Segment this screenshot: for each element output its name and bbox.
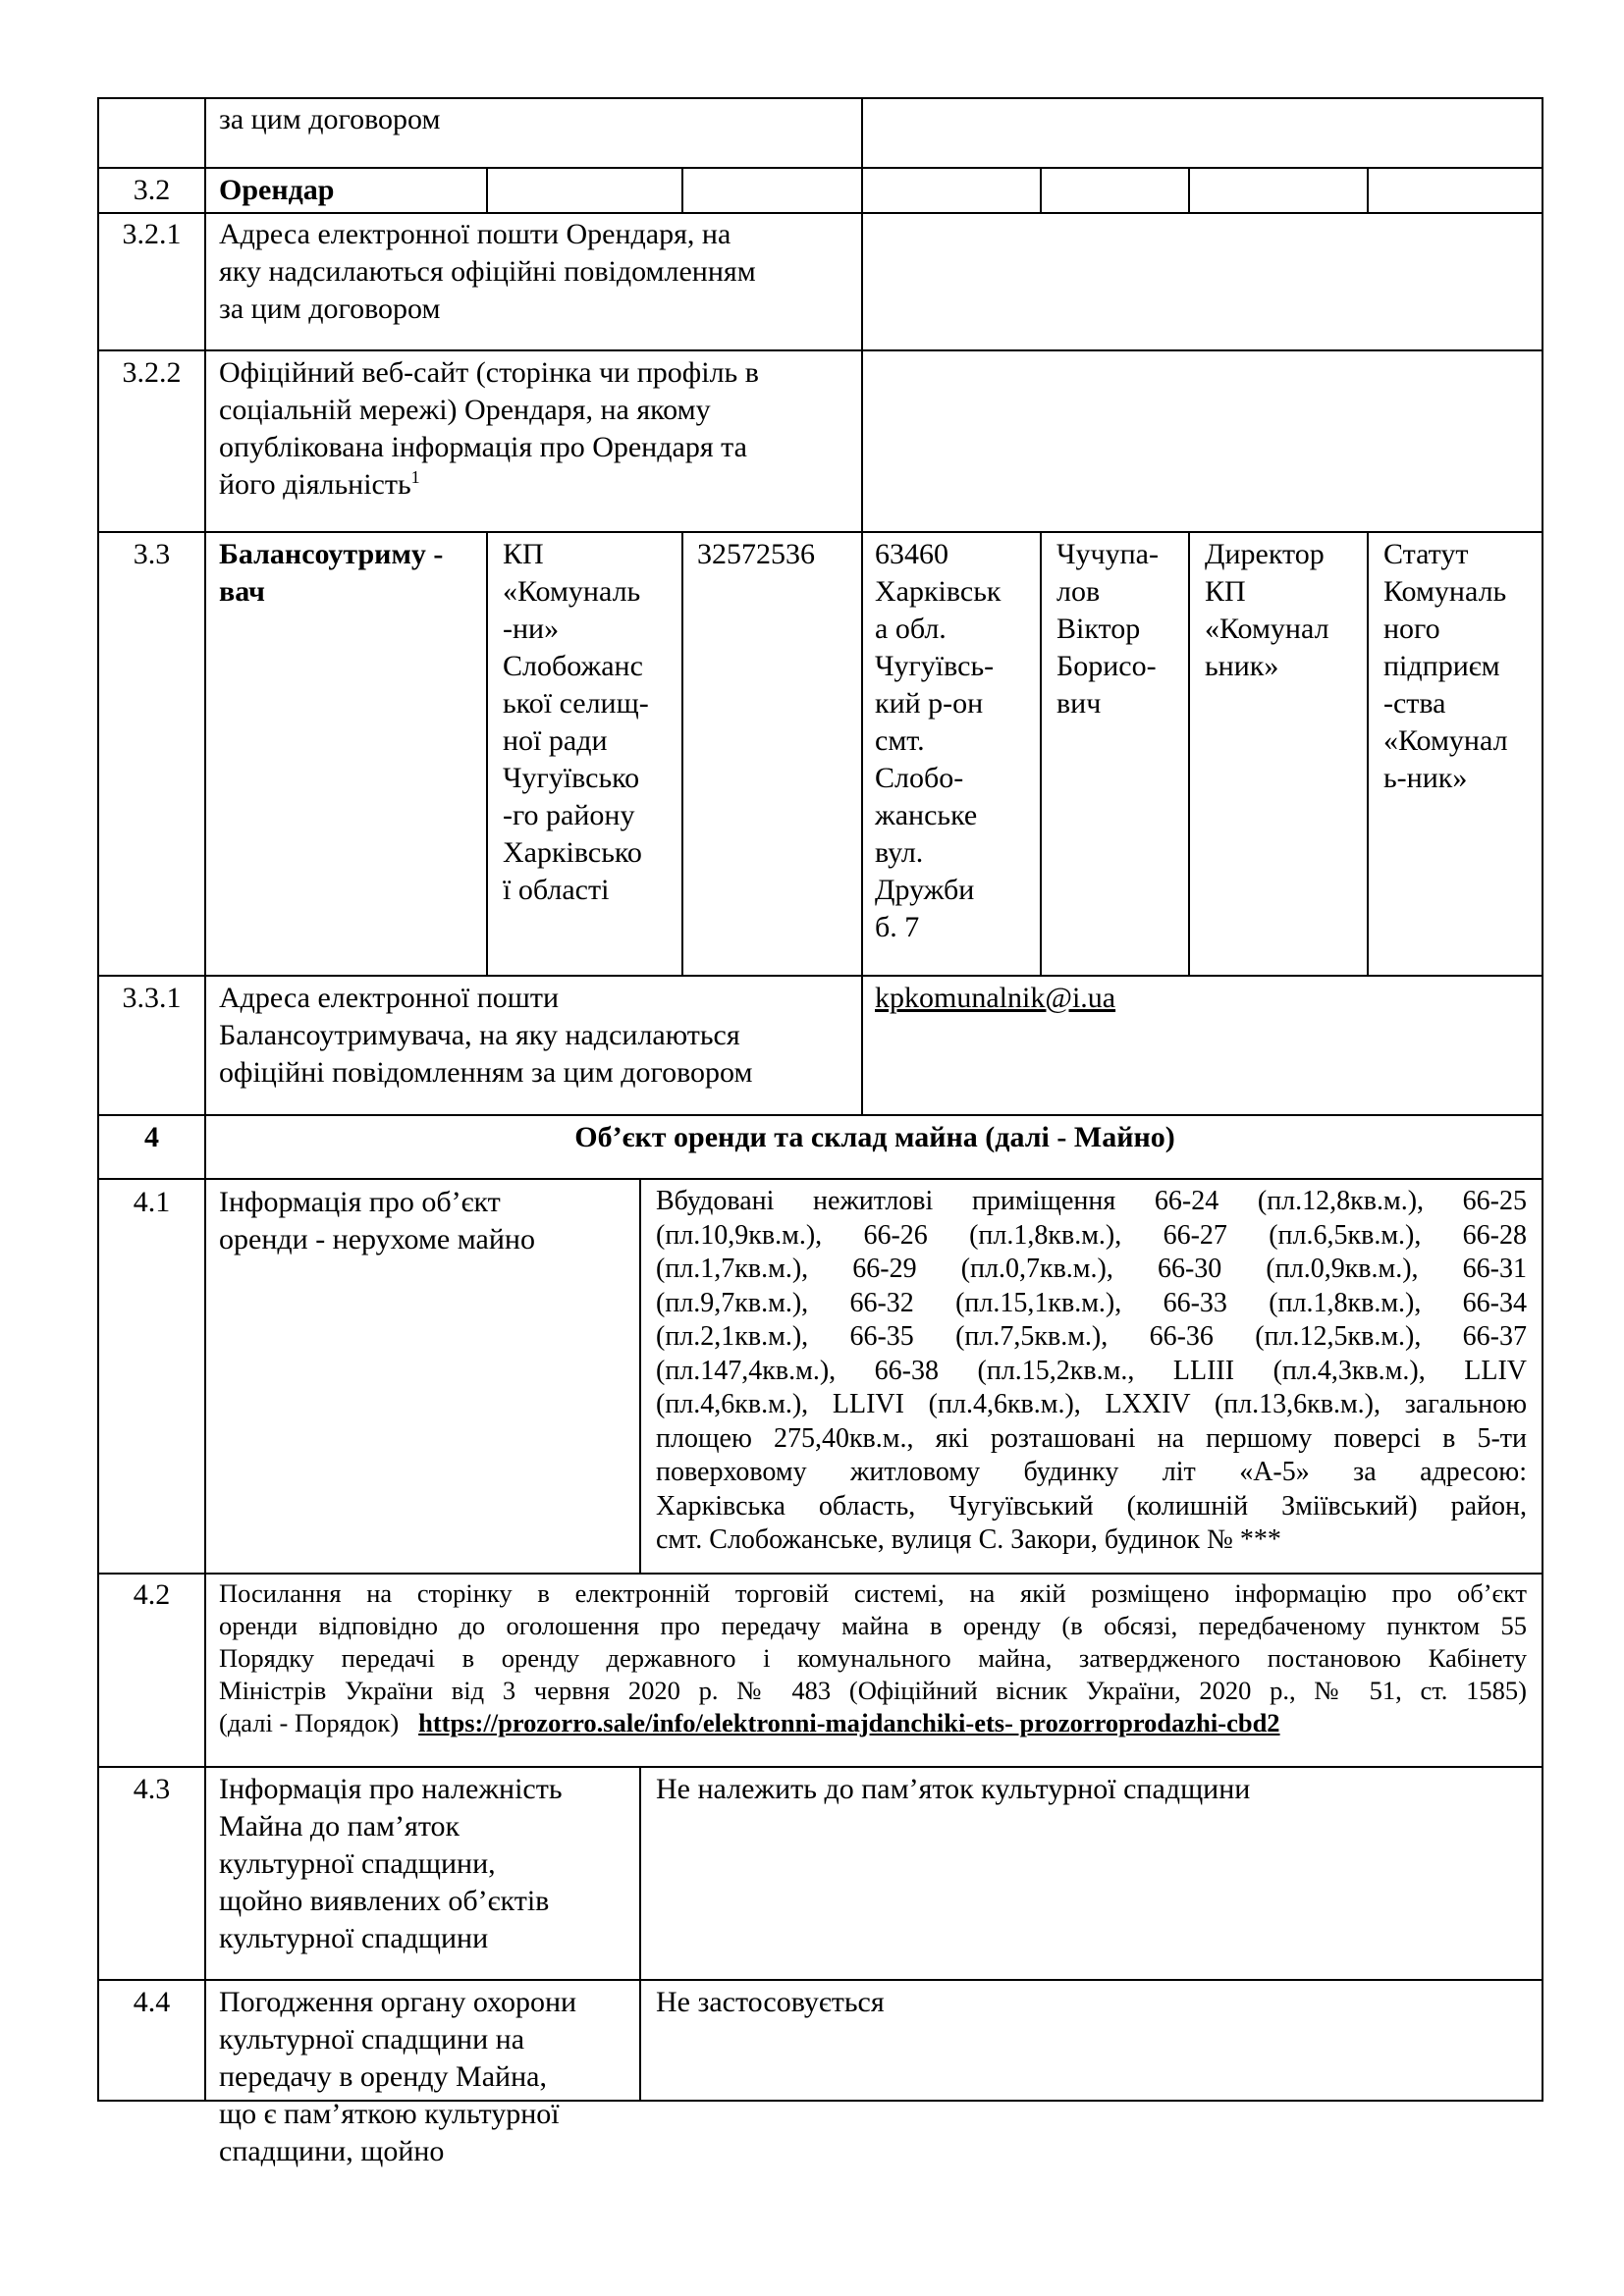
label-line: офіційні повідомленням за цим договором: [219, 1056, 753, 1089]
object-description: [656, 1185, 1527, 1558]
rule: [97, 167, 1543, 169]
label-line: Адреса електронної пошти Орендаря, на: [219, 218, 731, 250]
label-line: культурної спадщини на: [219, 2023, 525, 2056]
basis-line: Комуналь: [1383, 575, 1507, 608]
name-line: -го району: [503, 799, 635, 831]
name-line: Харківсько: [503, 836, 642, 869]
label-line: передачу в оренду Майна,: [219, 2060, 547, 2093]
row-3-2-2-number: 3.2.2: [122, 356, 182, 389]
row-3-2-title: Орендар: [219, 174, 335, 206]
person-line: Борисо-: [1056, 650, 1157, 682]
address-line: смт.: [875, 724, 925, 757]
rule: [639, 1766, 641, 2102]
rule: [861, 531, 863, 977]
rule: [97, 1573, 1543, 1575]
basis-line: «Комунал: [1383, 724, 1508, 757]
desc-line: (пл.2,1кв.м.), 66-35 (пл.7,5кв.м.), 66-36 (пл.12,5кв.м.), 66-37: [656, 1321, 1527, 1352]
balance-holder-code: 32572536: [697, 538, 815, 570]
row-3-3-title-line: вач: [219, 575, 265, 608]
row-3-2-number: 3.2: [133, 174, 171, 206]
rule: [97, 349, 1543, 351]
row-4-2-number: 4.2: [133, 1578, 171, 1611]
rule: [97, 975, 1543, 977]
text-line: Міністрів України від 3 червня 2020 р. № 483 (Офіційний вісник України, 2020 р., № 51, ст. 1585): [219, 1676, 1527, 1705]
row-4-2-text: [219, 1577, 1527, 1739]
rule: [639, 1178, 641, 1575]
name-line: -ни»: [503, 613, 560, 645]
label-line: оренди - нерухоме майно: [219, 1223, 535, 1255]
label-line: за цим договором: [219, 293, 441, 325]
rule: [97, 212, 1543, 214]
rule: [681, 531, 683, 977]
desc-line: (пл.4,6кв.м.), LLIVI (пл.4,6кв.м.), LXXIV (пл.13,6кв.м.), загальною: [656, 1389, 1527, 1419]
name-line: Чугуївсько: [503, 762, 640, 794]
name-line: Слобожанс: [503, 650, 643, 682]
name-line: ької селищ-: [503, 687, 649, 720]
footnote-marker: 1: [410, 467, 420, 487]
rule: [861, 212, 863, 533]
label-line: щойно виявлених об’єктів: [219, 1885, 550, 1917]
address-line: Харківськ: [875, 575, 1001, 608]
prozorro-link[interactable]: https://prozorro.sale/info/elektronni-majdanchiki-ets- prozorroprodazhi-cbd2: [418, 1708, 1280, 1737]
name-line: ної ради: [503, 724, 608, 757]
label-line: яку надсилаються офіційні повідомленням: [219, 255, 756, 288]
desc-line: (пл.10,9кв.м.), 66-26 (пл.1,8кв.м.), 66-27 (пл.6,5кв.м.), 66-28: [656, 1219, 1527, 1251]
desc-line: поверховому житловому будинку літ «А-5» за адресою:: [656, 1457, 1527, 1487]
label-line: соціальній мережі) Орендаря, на якому: [219, 394, 711, 426]
desc-line: (пл.1,7кв.м.), 66-29 (пл.0,7кв.м.), 66-30 (пл.0,9кв.м.), 66-31: [656, 1254, 1527, 1284]
desc-line: смт. Слобожанське, вулиця С. Закори, будинок № ***: [656, 1524, 1281, 1555]
basis-line: ного: [1383, 613, 1440, 645]
rule: [97, 1766, 1543, 1768]
label-line: Офіційний веб-сайт (сторінка чи профіль в: [219, 356, 759, 389]
desc-line: Вбудовані нежитлові приміщення 66-24 (пл.12,8кв.м.), 66-25: [656, 1186, 1527, 1216]
label-line: Погодження органу охорони: [219, 1986, 577, 2018]
rule: [97, 1178, 1543, 1180]
basis-line: -ства: [1383, 687, 1446, 720]
address-line: кий р-он: [875, 687, 984, 720]
address-line: вул.: [875, 836, 924, 869]
name-line: ї області: [503, 874, 610, 906]
row-4-3-number: 4.3: [133, 1773, 171, 1805]
text-line: Порядку передачі в оренду державного і комунального майна, затвердженого постановою Кабінету: [219, 1643, 1527, 1673]
desc-line: (пл.147,4кв.м.), 66-38 (пл.15,2кв.м., LLIII (пл.4,3кв.м.), LLIV: [656, 1355, 1527, 1386]
row-3-1-tail-text: за цим договором: [219, 103, 441, 135]
desc-line: (пл.9,7кв.м.), 66-32 (пл.15,1кв.м.), 66-33 (пл.1,8кв.м.), 66-34: [656, 1287, 1527, 1318]
rule: [1367, 167, 1369, 214]
row-3-3-1-number: 3.3.1: [122, 982, 182, 1014]
rule: [1040, 167, 1042, 214]
row-4-4-number: 4.4: [133, 1986, 171, 2018]
label-line: Інформація про об’єкт: [219, 1186, 501, 1218]
address-line: Дружби: [875, 874, 975, 906]
name-line: «Комуналь: [503, 575, 641, 608]
label-line: Інформація про належність: [219, 1773, 563, 1805]
basis-line: ь-ник»: [1383, 762, 1468, 794]
label-line: опублікована інформація про Орендаря та: [219, 431, 747, 463]
rule: [861, 975, 863, 1116]
person-line: Віктор: [1056, 613, 1141, 645]
rule: [97, 1979, 1543, 1981]
label-line: Майна до пам’яток: [219, 1810, 460, 1842]
desc-line: площею 275,40кв.м., які розташовані на першому поверсі в 5-ти: [656, 1422, 1527, 1454]
row-4-4-value: Не застосовується: [656, 1986, 885, 2018]
section-4-title: Об’єкт оренди та склад майна (далі - Майно): [574, 1121, 1175, 1153]
label-line: його діяльність: [219, 468, 411, 501]
row-3-3-title-line: Балансоутриму -: [219, 538, 444, 570]
rule: [1188, 167, 1190, 214]
text-line-last: [219, 1707, 1527, 1739]
label-line: Балансоутримувача, на яку надсилаються: [219, 1019, 740, 1051]
label-line: що є пам’яткою культурної: [219, 2098, 560, 2130]
text-line: оренди відповідно до оголошення про передачу майна в оренду (в обсязі, передбаченому пунктом 55: [219, 1611, 1527, 1640]
address-line: Слобо-: [875, 762, 964, 794]
desc-line: Харківська область, Чугуївський (колишній Зміївський) район,: [656, 1490, 1527, 1522]
position-line: «Комунал: [1205, 613, 1329, 645]
rule: [861, 167, 863, 214]
basis-line: Статут: [1383, 538, 1469, 570]
name-line: КП: [503, 538, 544, 570]
rule: [486, 531, 488, 977]
person-line: вич: [1056, 687, 1102, 720]
text-prefix: (далі - Порядок): [219, 1708, 400, 1737]
label-line-last: [219, 466, 420, 505]
row-3-3-number: 3.3: [133, 538, 171, 570]
rule: [486, 167, 488, 214]
address-line: б. 7: [875, 911, 920, 943]
rule: [204, 97, 206, 1122]
label-line: культурної спадщини,: [219, 1847, 496, 1880]
rule: [861, 97, 863, 169]
row-4-3-value: Не належить до пам’яток культурної спадщини: [656, 1773, 1251, 1805]
rule: [1040, 531, 1042, 977]
position-line: КП: [1205, 575, 1246, 608]
rule: [204, 1178, 206, 2102]
row-4-1-number: 4.1: [133, 1186, 171, 1218]
address-line: жанське: [875, 799, 978, 831]
label-line: культурної спадщини: [219, 1922, 489, 1954]
position-line: Директор: [1205, 538, 1325, 570]
address-line: Чугуївсь-: [875, 650, 995, 682]
rule: [97, 1114, 1543, 1116]
label-line: спадщини, щойно: [219, 2135, 445, 2167]
text-line: Посилання на сторінку в електронній торговій системі, на якій розміщено інформацію про об’єкт: [219, 1578, 1527, 1608]
rule: [97, 531, 1543, 533]
section-4-number: 4: [144, 1121, 159, 1153]
person-line: Чучупа-: [1056, 538, 1159, 570]
rule: [681, 167, 683, 214]
rule: [1367, 531, 1369, 977]
label-line: Адреса електронної пошти: [219, 982, 560, 1014]
email-link[interactable]: kpkomunalnik@i.ua: [875, 982, 1116, 1014]
address-line: а обл.: [875, 613, 947, 645]
rule: [1188, 531, 1190, 977]
person-line: лов: [1056, 575, 1101, 608]
position-line: ьник»: [1205, 650, 1279, 682]
address-line: 63460: [875, 538, 948, 570]
row-3-2-1-number: 3.2.1: [122, 218, 182, 250]
basis-line: підприєм: [1383, 650, 1500, 682]
